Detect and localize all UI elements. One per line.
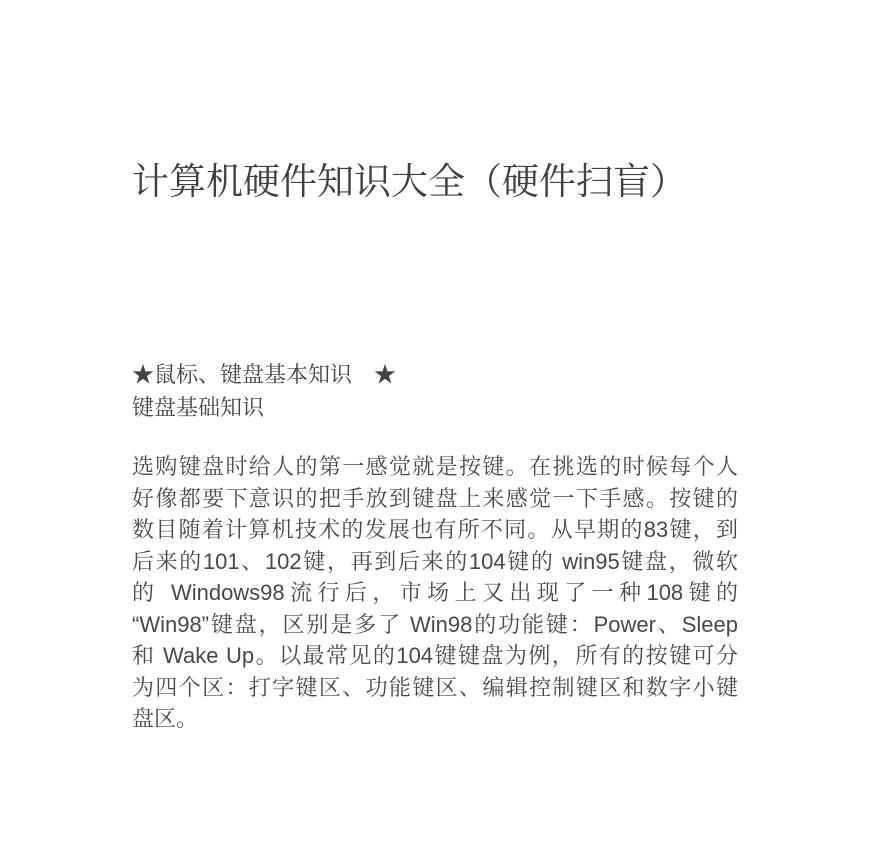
paragraph-line: 为四个区：打字键区、功能键区、编辑控制键区和数字小键 (132, 674, 738, 700)
body-paragraph (132, 451, 738, 735)
paragraph-line: 的 Windows98流行后，市场上又出现了一种108键的 (132, 580, 738, 605)
paragraph-line: 选购键盘时给人的第一感觉就是按键。在挑选的时候每个人 (132, 454, 738, 479)
paragraph-line: 好像都要下意识的把手放到键盘上来感觉一下手感。按键的 (132, 485, 738, 511)
document-title: 计算机硬件知识大全（硬件扫盲） (132, 162, 687, 203)
paragraph-line: “Win98”键盘，区别是多了 Win98的功能键：Power、Sleep (132, 611, 738, 637)
paragraph-line: 后来的101、102键，再到后来的104键的 win95键盘，微软 (132, 548, 738, 574)
paragraph-line: 数目随着计算机技术的发展也有所不同。从早期的83键，到 (132, 517, 738, 542)
paragraph-line: 盘区。 (132, 706, 199, 731)
section-headings (132, 358, 752, 424)
section-heading-starred: ★鼠标、键盘基本知识 ★ (132, 362, 397, 387)
paragraph-line: 和 Wake Up。以最常见的104键键盘为例，所有的按键可分 (132, 643, 738, 668)
subsection-heading: 键盘基础知识 (132, 395, 265, 420)
